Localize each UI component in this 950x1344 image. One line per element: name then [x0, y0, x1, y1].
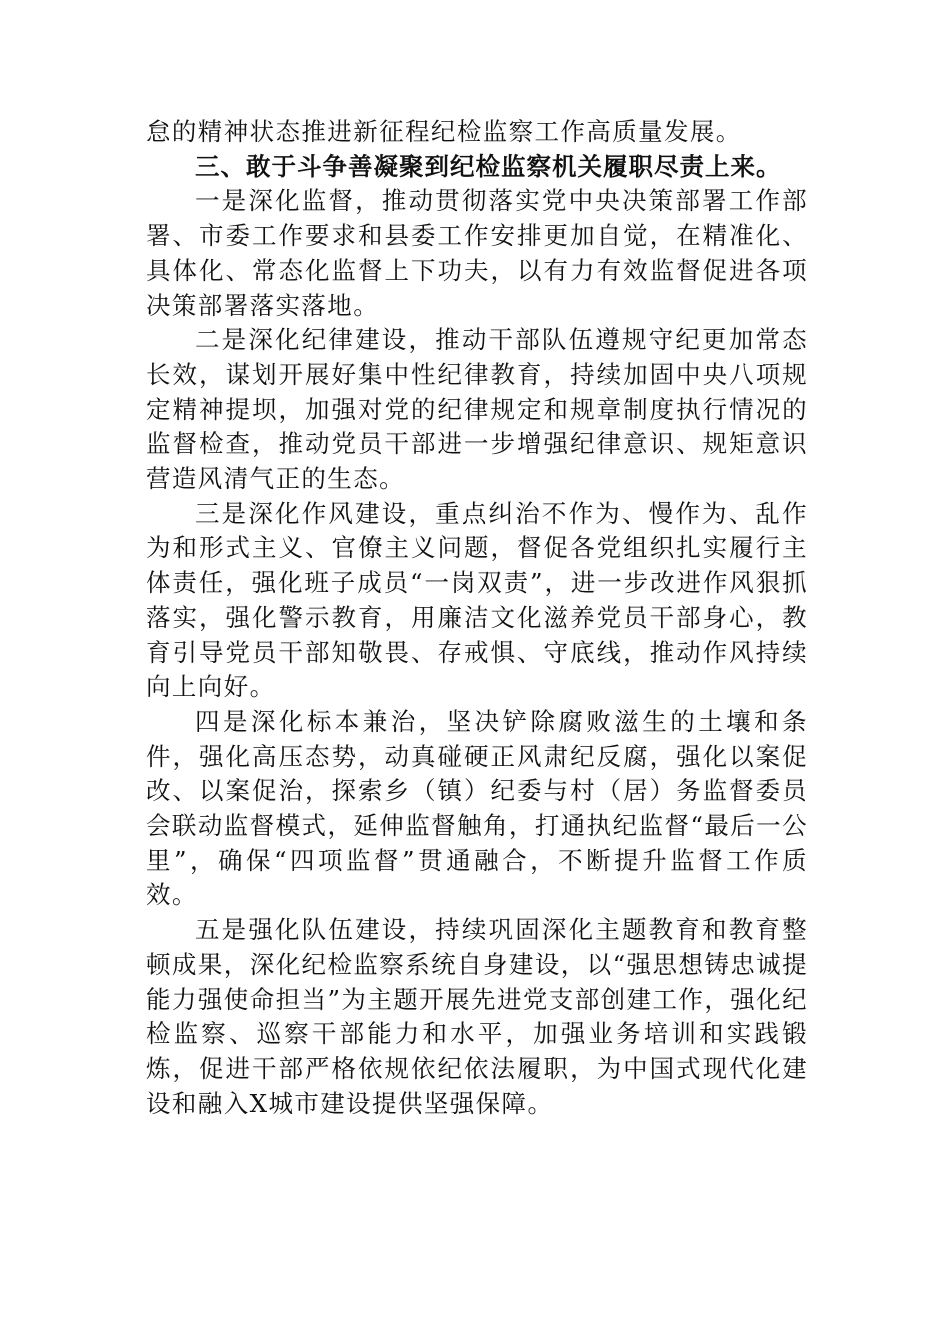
paragraph-discipline: 二是深化纪律建设，推动干部队伍遵规守纪更加常态长效，谋划开展好集中性纪律教育，持续加固中央八项规定精神提坝，加强对党的纪律规定和规章制度执行情况的监督检查，推动党员干部进一步增强纪律意识、规矩意识营造风清气正的生态。 — [146, 325, 808, 494]
paragraph-work-style: 三是深化作风建设，重点纠治不作为、慢作为、乱作为和形式主义、官僚主义问题，督促各党组织扎实履行主体责任，强化班子成员“一岗双责”，进一步改进作风狠抓落实，强化警示教育，用廉洁文化滋养党员干部身心，教育引导党员干部知敬畏、存戒惧、守底线，推动作风持续向上向好。 — [146, 498, 808, 702]
section-heading: 三、敢于斗争善凝聚到纪检监察机关履职尽责上来。 — [195, 151, 782, 181]
paragraph-supervision: 一是深化监督，推动贯彻落实党中央决策部署工作部署、市委工作要求和县委工作安排更加自觉，在精准化、具体化、常态化监督上下功夫，以有力有效监督促进各项决策部署落实落地。 — [146, 186, 808, 320]
paragraph-continuation: 怠的精神状态推进新征程纪检监察工作高质量发展。 — [146, 117, 742, 146]
paragraph-team-building: 五是强化队伍建设，持续巩固深化主题教育和教育整顿成果，深化纪检监察系统自身建设，以“强思想铸忠诚提能力强使命担当”为主题开展先进党支部创建工作，强化纪检监察、巡察干部能力和水平，加强业务培训和实践锻炼，促进干部严格依规依纪依法履职，为中国式现代化建设和融入X城市建设提供坚强保障。 — [146, 915, 808, 1118]
document-body — [146, 115, 808, 1121]
paragraph-root-causes: 四是深化标本兼治，坚决铲除腐败滋生的土壤和条件，强化高压态势，动真碰硬正风肃纪反腐，强化以案促改、以案促治，探索乡（镇）纪委与村（居）务监督委员会联动监督模式，延伸监督触角，打通执纪监督“最后一公里”，确保“四项监督”贯通融合，不断提升监督工作质效。 — [146, 706, 808, 910]
